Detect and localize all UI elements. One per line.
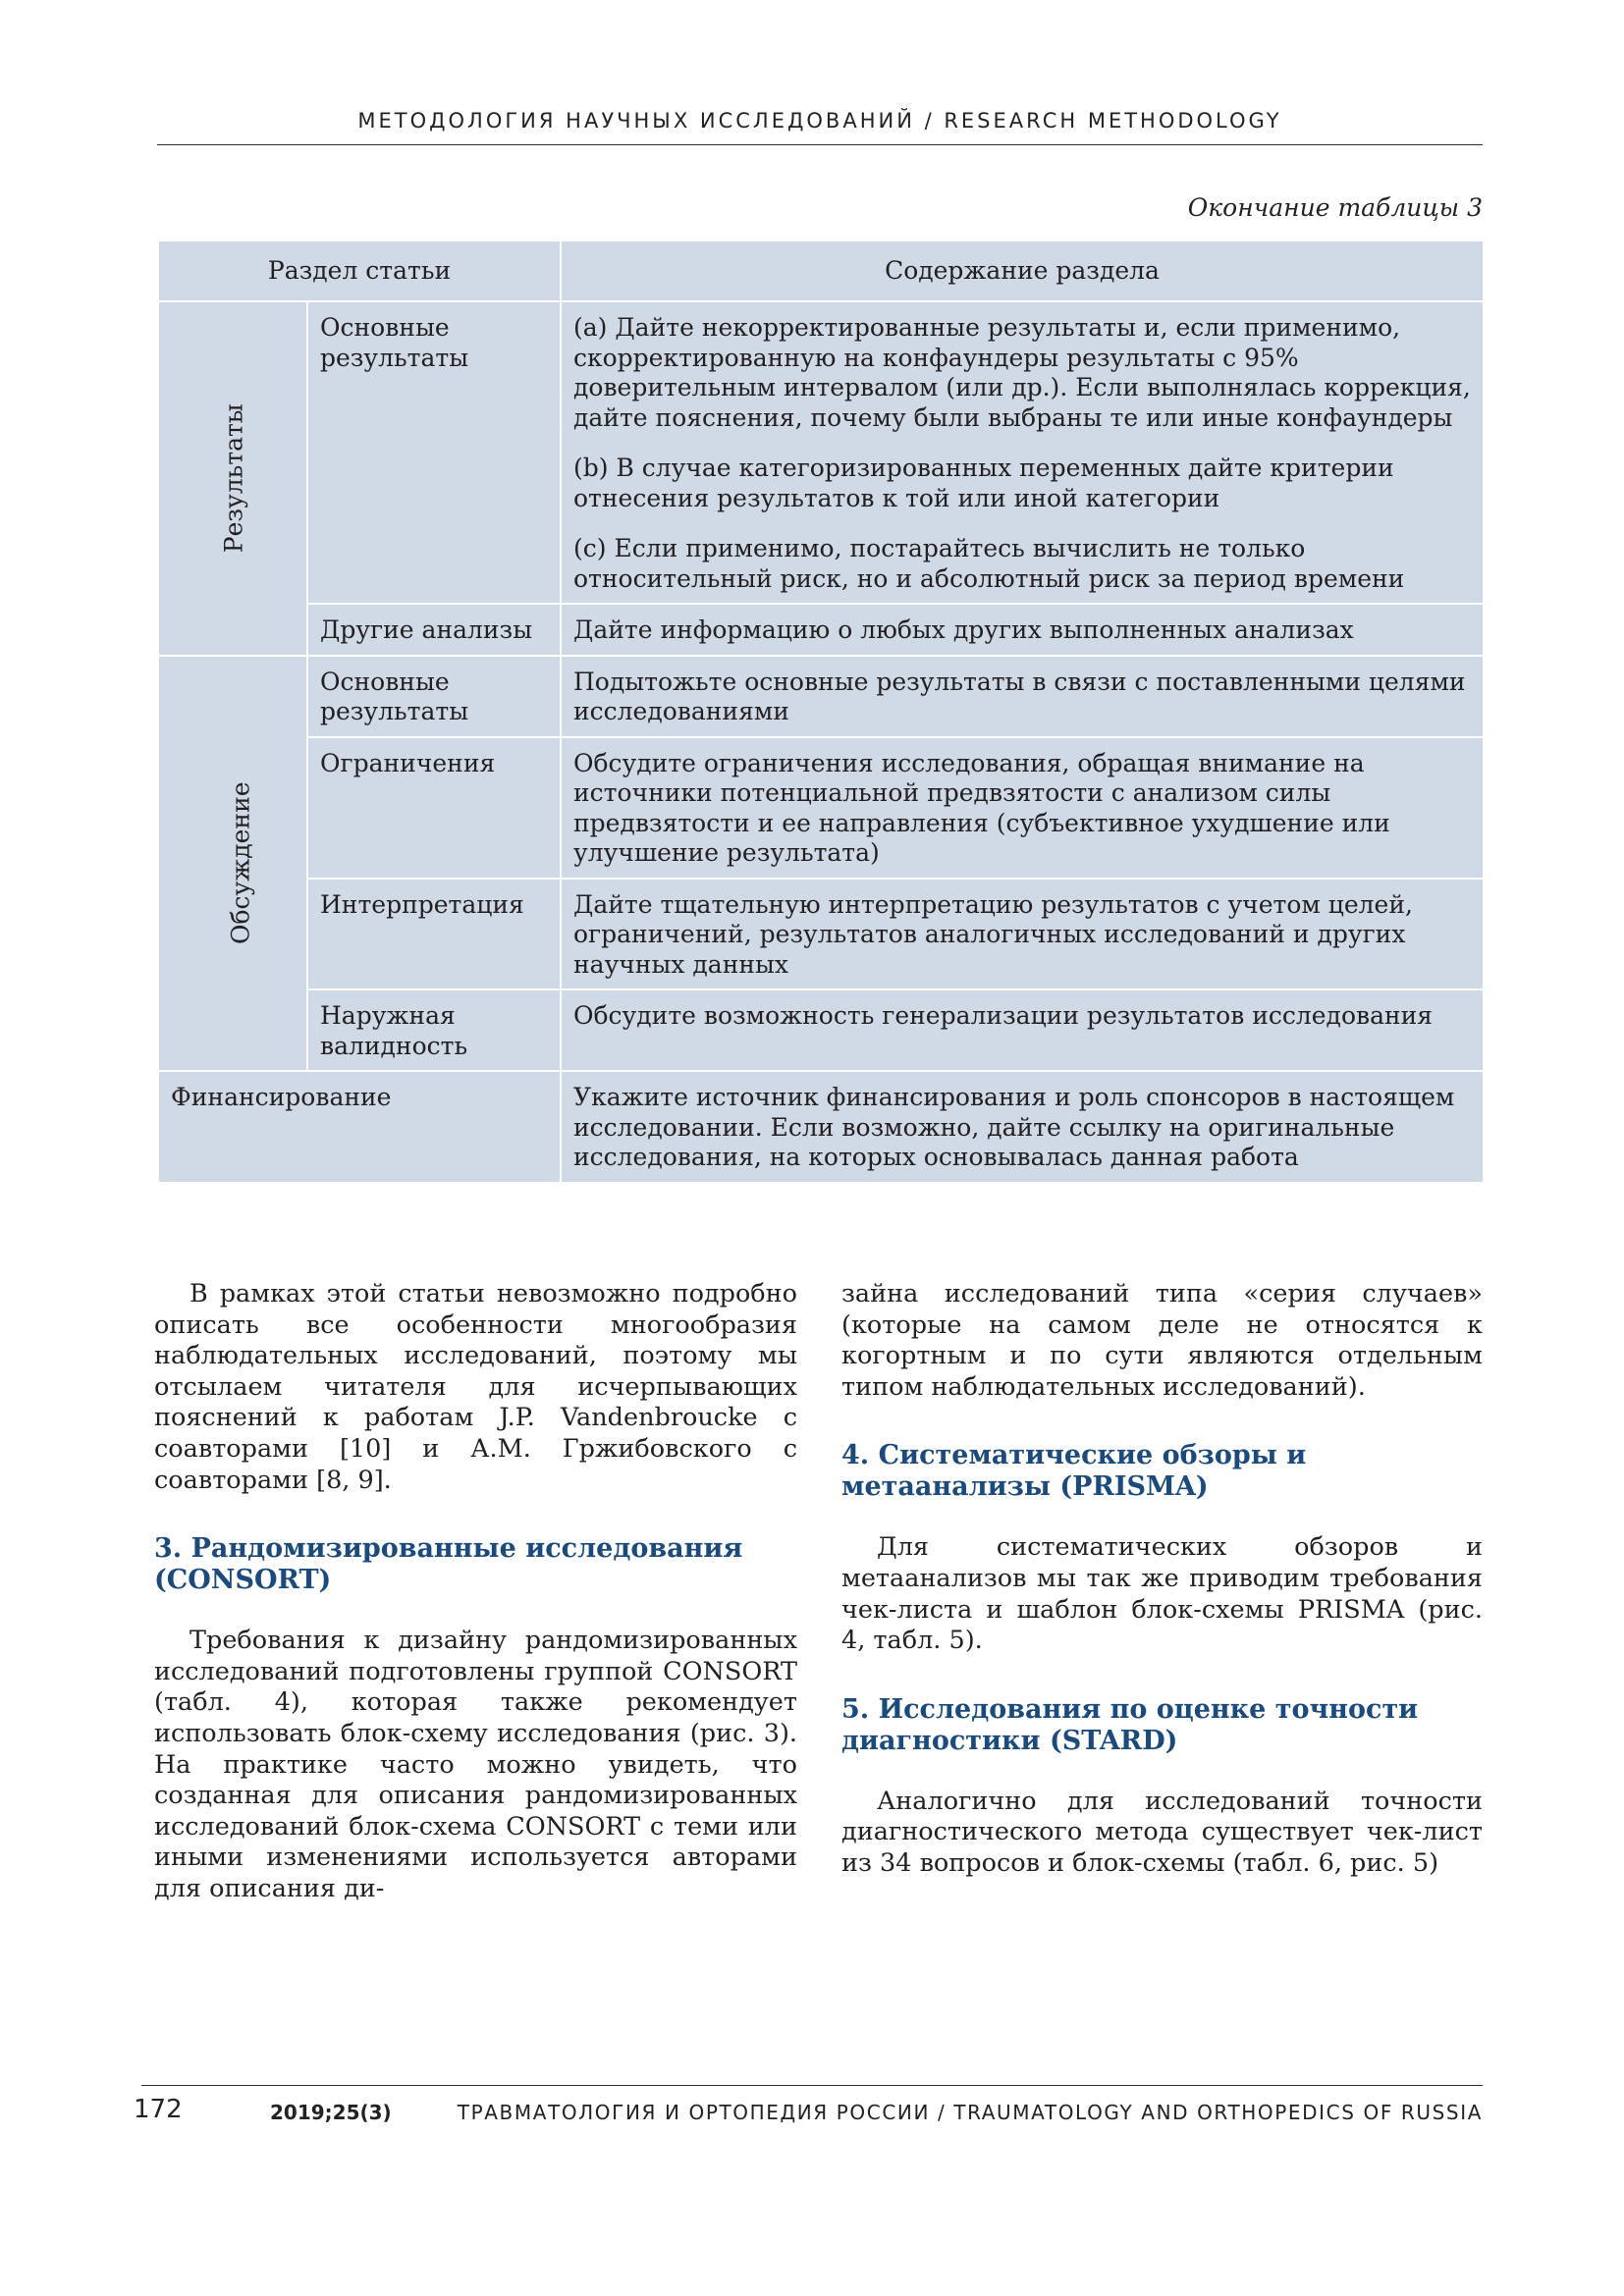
section-heading: 4. Систематические обзоры и метаанализы (PRISMA) — [841, 1440, 1307, 1503]
content-cell — [561, 604, 1484, 656]
content-cell — [561, 656, 1484, 737]
table-3 — [157, 240, 1485, 1184]
right-column — [841, 1279, 1483, 1880]
group-cell-results — [158, 301, 307, 656]
content-text: (a) Дайте некорректированные результаты и, если применимо, скорректированную на конфаундеры результаты с 95% доверительным интервалом (или др.). Если выполнялась коррекция, дайте пояснения, почему были выбраны те или иные конфаундеры — [573, 313, 1471, 432]
table-row — [158, 737, 1484, 879]
section-label: Основные результаты — [320, 667, 469, 725]
table-row — [158, 989, 1484, 1071]
section-cell — [307, 989, 561, 1071]
section-cell — [158, 1071, 561, 1183]
group-label-discussion: Обсуждение — [226, 781, 255, 945]
paragraph: В рамках этой статьи невозможно подробно описать все особенности многообразия наблюдательных исследований, поэтому мы отсылаем читателя для исчерпывающих пояснений к работам J.P. Vandenbroucke с соавторами [10] и А.М. Гржибовского с соавторами [8, 9]. — [154, 1279, 797, 1495]
section-label: Наружная валидность — [320, 1001, 468, 1060]
group-cell-discussion — [158, 656, 307, 1072]
paragraph: Требования к дизайну рандомизированных исследований подготовлены группой CONSORT (табл. 4), которая также рекомендует использовать блок-схему исследования (рис. 3). На практике часто можно увидеть, что созданная для описания рандомизированных исследований блок-схема CONSORT с теми или иными изменениями используется авторами для описания ди- — [154, 1626, 797, 1903]
issue-info: 2019;25(3) — [270, 2101, 392, 2124]
table-row — [158, 301, 1484, 604]
group-label-results: Результаты — [219, 403, 248, 554]
table-row — [158, 879, 1484, 990]
section-cell — [307, 737, 561, 879]
footer-rule — [141, 2085, 1483, 2086]
section-heading: 3. Рандомизированные исследования (CONSORT) — [154, 1533, 743, 1596]
section-label: Финансирование — [171, 1083, 392, 1111]
section-label: Другие анализы — [320, 615, 533, 644]
section-label: Интерпретация — [320, 889, 524, 919]
section-label: Основные результаты — [320, 313, 469, 372]
content-text: (b) В случае категоризированных переменных дайте критерии отнесения результатов к той или иной категории — [573, 454, 1394, 512]
content-cell — [561, 301, 1484, 604]
section-cell — [307, 604, 561, 656]
paragraph: Для систематических обзоров и метаанализов мы так же приводим требования чек-листа и шаблон блок-схемы PRISMA (рис. 4, табл. 5). — [841, 1532, 1483, 1656]
running-head: МЕТОДОЛОГИЯ НАУЧНЫХ ИССЛЕДОВАНИЙ / RESEARCH METHODOLOGY — [357, 109, 1282, 133]
table-header-row — [158, 240, 1484, 301]
content-text: Дайте тщательную интерпретацию результатов с учетом целей, ограничений, результатов аналогичных исследований и других научных данных — [573, 889, 1413, 979]
header-rule — [157, 144, 1483, 145]
content-text: Дайте информацию о любых других выполненных анализах — [573, 615, 1354, 644]
content-text: Обсудите возможность генерализации результатов исследования — [573, 1001, 1434, 1030]
content-cell — [561, 879, 1484, 990]
table-row — [158, 1071, 1484, 1183]
content-cell — [561, 737, 1484, 879]
col-header-section: Раздел статьи — [158, 240, 561, 301]
paragraph: зайна исследований типа «серия случаев» (которые на самом деле не относятся к когортным и по сути являются отдельным типом наблюдательных исследований). — [841, 1279, 1483, 1402]
section-heading: 5. Исследования по оценке точности диагностики (STARD) — [841, 1693, 1419, 1756]
left-column — [154, 1279, 797, 1905]
table-row — [158, 656, 1484, 737]
content-text: Подытожьте основные результаты в связи с поставленными целями исследованиями — [573, 667, 1466, 725]
content-cell — [561, 989, 1484, 1071]
section-label: Ограничения — [320, 748, 496, 777]
content-text: Укажите источник финансирования и роль спонсоров в настоящем исследовании. Если возможно, дайте ссылку на оригинальные исследования, на которых основывалась данная работа — [573, 1083, 1455, 1171]
content-cell — [561, 1071, 1484, 1183]
table-caption: Окончание таблицы 3 — [1187, 193, 1483, 222]
paragraph: Аналогично для исследований точности диагностического метода существует чек-лист из 34 вопросов и блок-схемы (табл. 6, рис. 5) — [841, 1786, 1483, 1878]
section-cell — [307, 656, 561, 737]
section-cell — [307, 301, 561, 604]
page-number: 172 — [134, 2095, 183, 2124]
table-row — [158, 604, 1484, 656]
col-header-content: Содержание раздела — [561, 240, 1484, 301]
section-cell — [307, 879, 561, 990]
content-text: Обсудите ограничения исследования, обращая внимание на источники потенциальной предвзятости с анализом силы предвзятости и ее направления (субъективное ухудшение или улучшение результата) — [573, 748, 1390, 867]
journal-title: ТРАВМАТОЛОГИЯ И ОРТОПЕДИЯ РОССИИ / TRAUMATOLOGY AND ORTHOPEDICS OF RUSSIA — [457, 2101, 1483, 2124]
content-text: (c) Если применимо, постарайтесь вычислить не только относительный риск, но и абсолютный риск за период времени — [573, 534, 1405, 593]
